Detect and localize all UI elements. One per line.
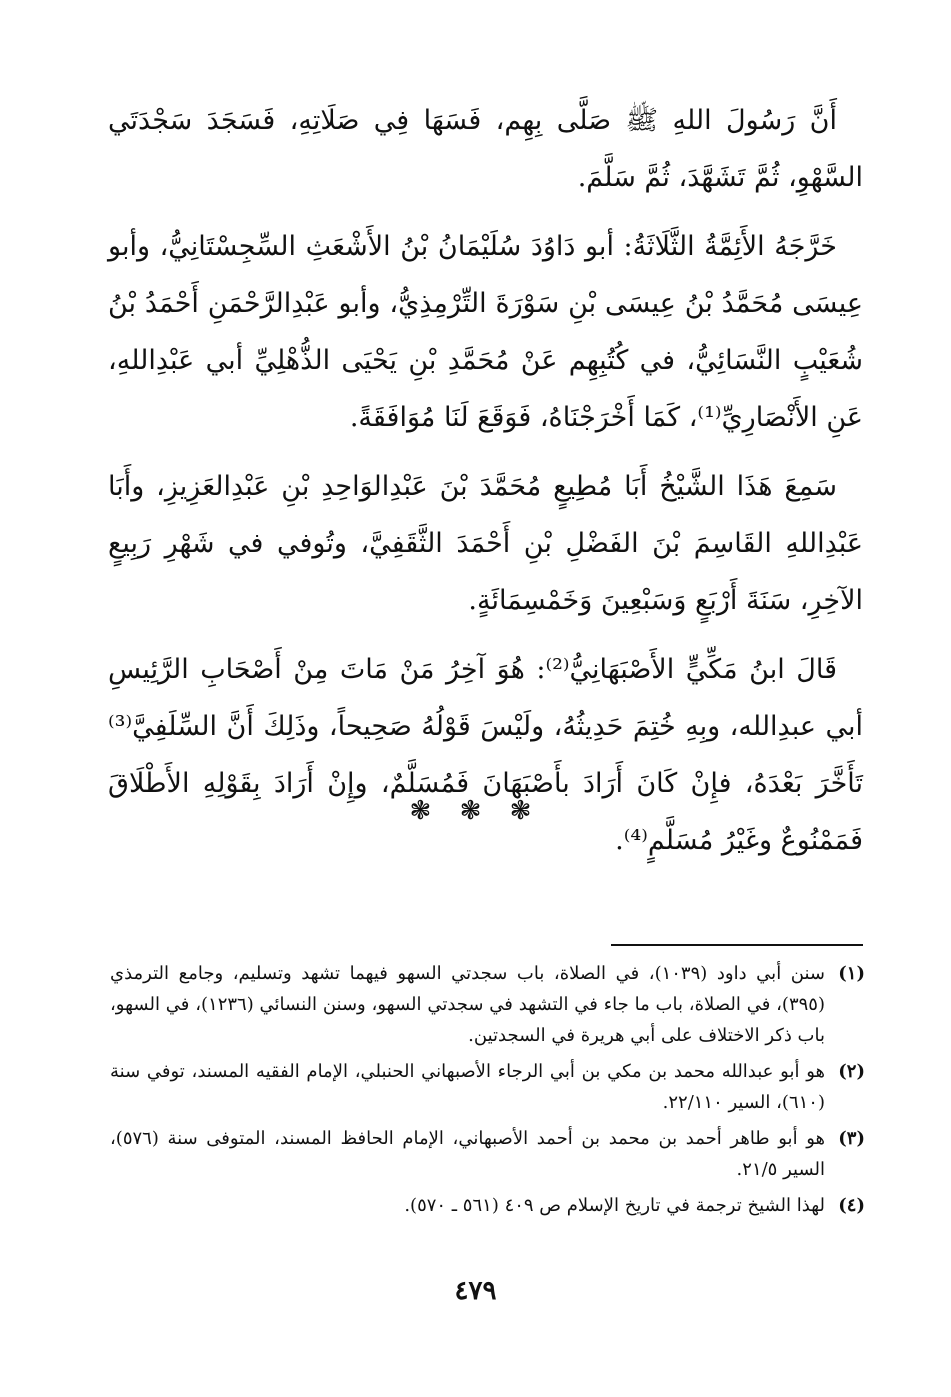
footnote-item (110, 958, 865, 1051)
footnote-number: (٢) (838, 1061, 865, 1082)
footnote-text: لهذا الشيخ ترجمة في تاريخ الإسلام ص ٤٠٩ (٥٦١ ـ ٥٧٠). (404, 1195, 825, 1216)
section-divider-ornament: ❃ ❃ ❃ (409, 796, 542, 826)
footnote-text: هو أبو عبدالله محمد بن مكي بن أبي الرجاء الأصبهاني الحنبلي، الإمام الفقيه المسند، توفي سنة (٦١٠)، السير ٢٢/١١٠. (110, 1061, 825, 1113)
main-text (108, 92, 863, 881)
page-number: ٤٧٩ (454, 1276, 497, 1306)
footnote-number: (٤) (838, 1195, 865, 1216)
footnote-text: هو أبو طاهر أحمد بن محمد بن أحمد الأصبهاني، الإمام الحافظ المسند، المتوفى سنة (٥٧٦)، السير ٢١/٥. (110, 1128, 825, 1180)
paragraph-hadith-ending: أَنَّ رَسُولَ اللهِ ﷺ صَلَّى بِهِم، فَسَهَا فِي صَلَاتِهِ، فَسَجَدَ سَجْدَتَي السَّهْوِ، ثُمَّ تَشَهَّدَ، ثُمَّ سَلَّمَ. (108, 105, 863, 193)
footnotes (110, 958, 865, 1226)
footnote-number: (١) (838, 963, 865, 984)
footnote-text: سنن أبي داود (١٠٣٩)، في الصلاة، باب سجدتي السهو فيهما تشهد وتسليم، وجامع الترمذي (٣٩٥)، في الصلاة، باب ما جاء في التشهد في سجدتي السهو، وسنن النسائي (١٢٣٦)، في السهو، باب ذكر الاختلاف على أبي هريرة في السجدتين. (110, 963, 825, 1046)
footnote-separator-line (611, 944, 863, 946)
footnote-number: (٣) (838, 1128, 865, 1149)
paragraph-shaykh-biography: سَمِعَ هَذَا الشَّيْخُ أَبَا مُطِيعٍ مُحَمَّدَ بْنَ عَبْدِالوَاحِدِ بْنِ عَبْدِالعَزِيزِ، وأَبَا عَبْدِاللهِ القَاسِمَ بْنَ الفَضْلِ بْنِ أَحْمَدَ الثَّقَفِيَّ، وتُوفي في شَهْرِ رَبِيعٍ الآخِرِ، سَنَةَ أَرْبَعٍ وَسَبْعِينَ وَخَمْسِمَائَةٍ. (108, 471, 863, 616)
paragraph-takhrij: خَرَّجَهُ الأَئِمَّةُ الثَّلَاثَةُ: أبو دَاوُدَ سُلَيْمَانُ بْنُ الأَشْعَثِ السِّجِسْتَانِيُّ، وأبو عِيسَى مُحَمَّدُ بْنُ عِيسَى بْنِ سَوْرَةَ التِّرْمِذِيُّ، وأبو عَبْدِالرَّحْمَنِ أَحْمَدُ بْنُ شُعَيْبٍ النَّسَائِيُّ، في كُتُبِهِم عَنْ مُحَمَّدِ بْنِ يَحْيَى الذُّهْلِيِّ أبي عَبْدِاللهِ، عَنِ الأَنْصَارِيِّ⁽¹⁾، كَمَا أَخْرَجْنَاهُ، فَوَقَعَ لَنَا مُوَافَقَةً. (108, 231, 863, 433)
footnote-item (110, 1056, 865, 1118)
footnote-item (110, 1190, 865, 1221)
paragraph-ibn-makki-quote: قَالَ ابنُ مَكِّيٍّ الأَصْبَهَانِيُّ⁽²⁾: هُوَ آخِرُ مَنْ مَاتَ مِنْ أَصْحَابِ الرَّئِيسِ أبي عبدِالله، وبِهِ خُتِمَ حَدِيثُهُ، ولَيْسَ قَوْلُهُ صَحِيحاً، وذَلِكَ أَنَّ السِّلَفِيَّ⁽³⁾ تَأَخَّرَ بَعْدَهُ، فإِنْ كَانَ أَرَادَ بأَصْبَهَانَ فَمُسَلَّمٌ، وإِنْ أَرَادَ بِقَوْلِهِ الأَطْلَاقَ فَمَمْنُوعٌ وغَيْرُ مُسَلَّمٍ⁽⁴⁾. (108, 654, 863, 856)
footnote-item (110, 1123, 865, 1185)
